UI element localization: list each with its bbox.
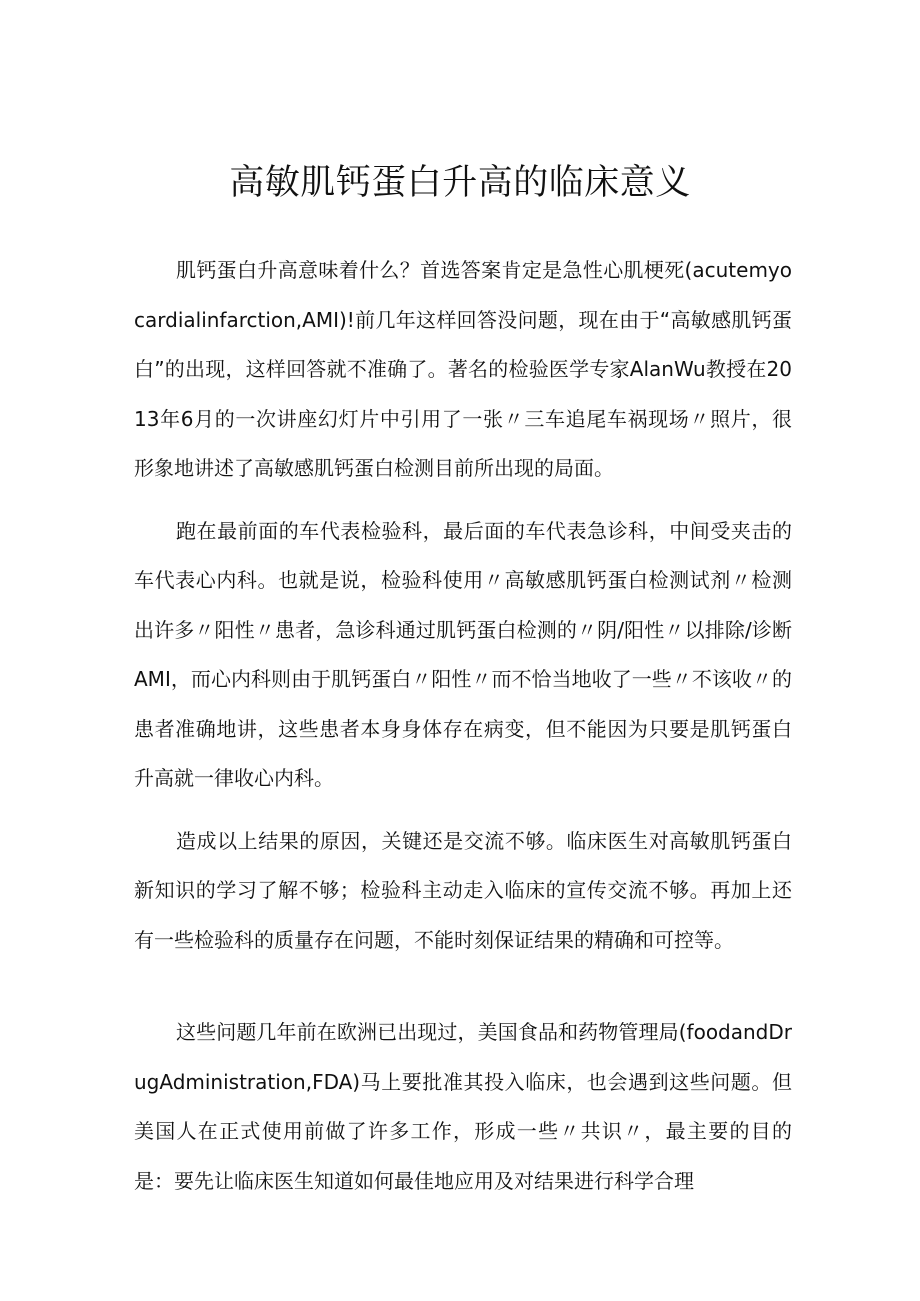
document-body	[134, 246, 792, 1206]
paragraph-1: 肌钙蛋白升高意味着什么？首选答案肯定是急性心肌梗死(acutemyocardialinfarction,AMI)!前几年这样回答没问题，现在由于“高敏感肌钙蛋白”的出现，这样回答就不准确了。著名的检验医学专家AlanWu教授在2013年6月的一次讲座幻灯片中引用了一张〃三车追尾车祸现场〃照片，很形象地讲述了高敏感肌钙蛋白检测目前所出现的局面。	[134, 258, 792, 480]
paragraph-spacer	[134, 804, 792, 817]
paragraph-spacer	[134, 965, 792, 1008]
paragraph-spacer	[134, 494, 792, 507]
document-title: 高敏肌钙蛋白升高的临床意义	[229, 163, 691, 203]
paragraph-3: 造成以上结果的原因，关键还是交流不够。临床医生对高敏肌钙蛋白新知识的学习了解不够；检验科主动走入临床的宣传交流不够。再加上还有一些检验科的质量存在问题，不能时刻保证结果的精确和可控等。	[134, 828, 792, 952]
paragraph-2: 跑在最前面的车代表检验科，最后面的车代表急诊科，中间受夹击的车代表心内科。也就是说，检验科使用〃高敏感肌钙蛋白检测试剂〃检测出许多〃阳性〃患者，急诊科通过肌钙蛋白检测的〃阴/阳性〃以排除/诊断AMI，而心内科则由于肌钙蛋白〃阳性〃而不恰当地收了一些〃不该收〃的患者准确地讲，这些患者本身身体存在病变，但不能因为只要是肌钙蛋白升高就一律收心内科。	[134, 518, 792, 790]
paragraph-4: 这些问题几年前在欧洲已出现过，美国食品和药物管理局(foodandDrugAdministration,FDA)马上要批准其投入临床，也会遇到这些问题。但美国人在正式使用前做了许多工作，形成一些〃共识〃，最主要的目的是：要先让临床医生知道如何最佳地应用及对结果进行科学合理	[134, 1020, 792, 1193]
